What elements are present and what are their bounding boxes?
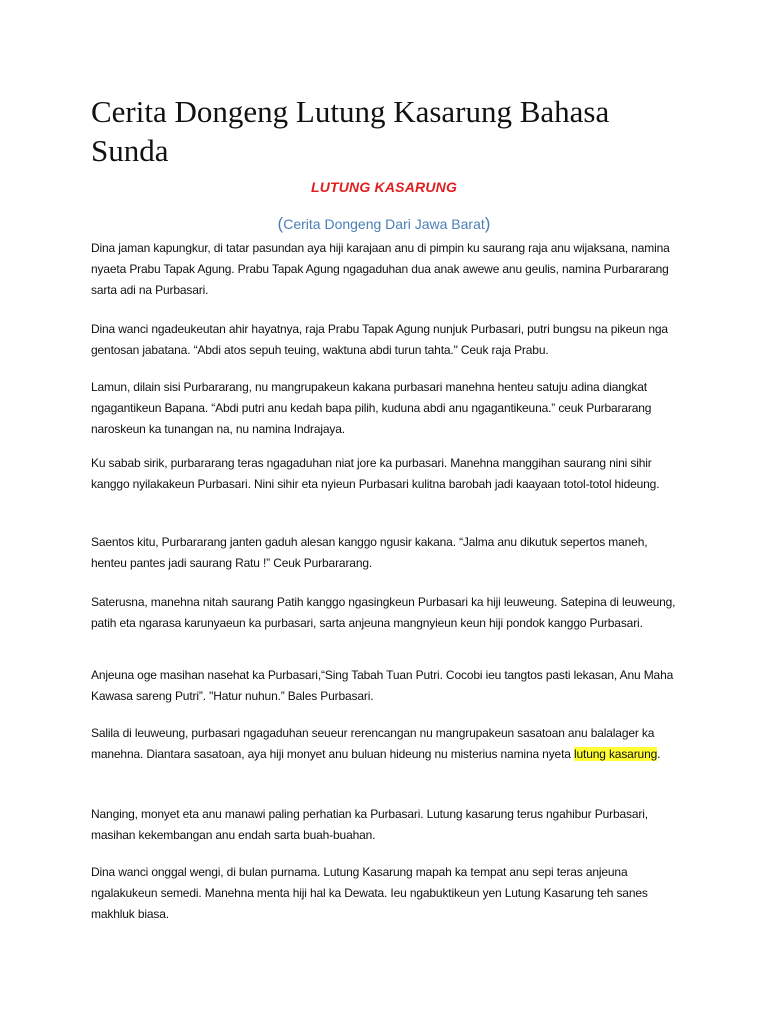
- paragraph-1: Dina jaman kapungkur, di tatar pasundan aya hiji karajaan anu di pimpin ku saurang raja anu wijaksana, namina nyaeta Prabu Tapak Agung. Prabu Tapak Agung ngagaduhan dua anak awewe anu geulis, namina Purbararang sarta adi na Purbasari.: [91, 241, 670, 297]
- paragraph-10: Dina wanci onggal wengi, di bulan purnama. Lutung Kasarung mapah ka tempat anu sepi teras anjeuna ngalakukeun semedi. Manehna menta hiji hal ka Dewata. Ieu ngabuktikeun yen Lutung Kasarung teh sanes makhluk biasa.: [91, 865, 648, 921]
- highlighted-text: lutung kasarung: [573, 747, 658, 761]
- paragraph-8-text: Salila di leuweung, purbasari ngagaduhan seueur rerencangan nu mangrupakeun sasatoan anu balalager ka manehna. Diantara sasatoan, aya hiji monyet anu buluan hideung nu misterius namina nyeta: [91, 726, 655, 761]
- paragraph-4: Ku sabab sirik, purbararang teras ngagaduhan niat jore ka purbasari. Manehna manggihan saurang nini sihir kanggo nyilakakeun Purbasari. Nini sihir eta nyieun Purbasari kulitna barobah jadi kaayaan totol-totol hideung.: [91, 456, 660, 491]
- subtitle-text: Cerita Dongeng Dari Jawa Barat: [283, 216, 485, 232]
- subtitle-open-paren: (: [277, 214, 284, 233]
- story-title: LUTUNG KASARUNG: [310, 179, 458, 195]
- page-title: Cerita Dongeng Lutung Kasarung Bahasa Sunda: [91, 94, 610, 168]
- subtitle-close-paren: ): [484, 214, 491, 233]
- paragraph-6: Saterusna, manehna nitah saurang Patih kanggo ngasingkeun Purbasari ka hiji leuweung. Satepina di leuweung, patih eta ngarasa karunyaeun ka purbasari, sarta anjeuna mangnyieun keun hiji pondok kanggo Purbasari.: [91, 595, 676, 630]
- paragraph-2: Dina wanci ngadeukeutan ahir hayatnya, raja Prabu Tapak Agung nunjuk Purbasari, putri bungsu na pikeun nga gentosan jabatana. “Abdi atos sepuh teuing, waktuna abdi turun tahta." Ceuk raja Prabu.: [91, 322, 668, 357]
- paragraph-3: Lamun, dilain sisi Purbararang, nu mangrupakeun kakana purbasari manehna henteu satuju adina diangkat ngagantikeun Bapana. “Abdi putri anu kedah bapa pilih, kuduna abdi anu ngagantikeuna.” ceuk Purbararang naroskeun ka tunangan na, nu namina Indrajaya.: [91, 380, 652, 436]
- paragraph-8-end: .: [657, 747, 661, 761]
- paragraph-7: Anjeuna oge masihan nasehat ka Purbasari,“Sing Tabah Tuan Putri. Cocobi ieu tangtos pasti lekasan, Anu Maha Kawasa sareng Putri”. "Hatur nuhun.” Bales Purbasari.: [91, 668, 674, 703]
- story-subtitle: [0, 214, 768, 234]
- paragraph-5: Saentos kitu, Purbararang janten gaduh alesan kanggo ngusir kakana. “Jalma anu dikutuk sepertos maneh, henteu pantes jadi saurang Ratu !” Ceuk Purbararang.: [91, 535, 648, 570]
- paragraph-9: Nanging, monyet eta anu manawi paling perhatian ka Purbasari. Lutung kasarung terus ngahibur Purbasari, masihan kekembangan anu endah sarta buah-buahan.: [91, 807, 648, 842]
- paragraph-8: [91, 723, 681, 765]
